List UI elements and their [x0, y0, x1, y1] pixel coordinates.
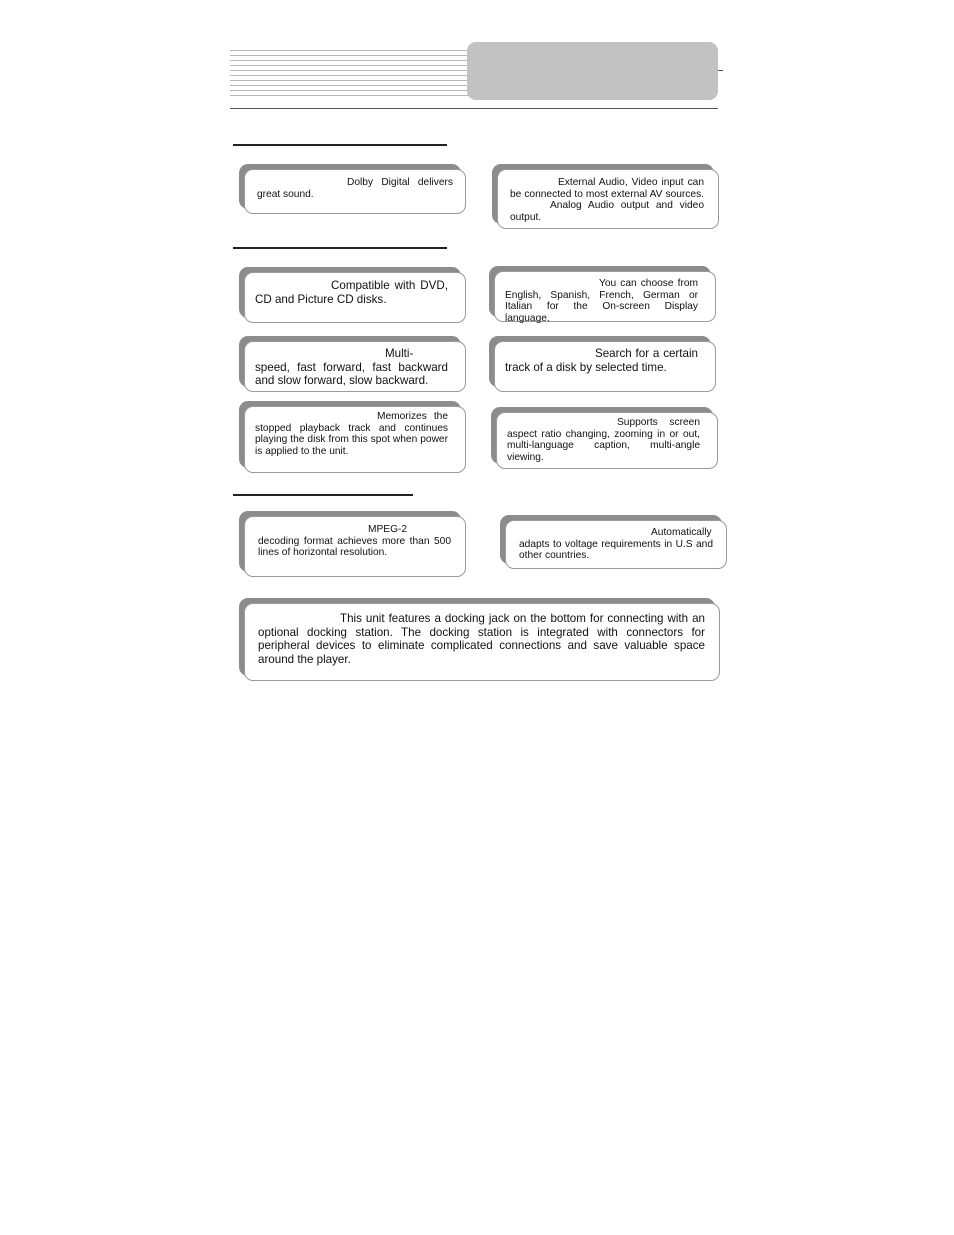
section-rule-video [233, 494, 413, 496]
feature-resume-text: Memorizes the stopped playback track and continues playing the disk from this spot when power is applied to the unit. [255, 411, 448, 458]
feature-box-multi-speed [244, 341, 466, 392]
header-line [230, 65, 470, 66]
header-line [230, 70, 470, 71]
feature-box-osd-language [494, 271, 716, 325]
header-line [230, 95, 470, 96]
header-tick [718, 70, 723, 71]
feature-compatible-text: Compatible with DVD, CD and Picture CD disks. [255, 279, 448, 306]
header-line [230, 75, 470, 76]
feature-box-mpeg2 [244, 516, 466, 577]
header-line [230, 60, 470, 61]
feature-box-docking [244, 603, 720, 681]
feature-docking-text: This unit features a docking jack on the bottom for connecting with an optional docking station. The docking station is integrated with connectors for peripheral devices to eliminate complicated connections and save valuable space around the player. [258, 612, 705, 666]
feature-mpeg2-text: MPEG-2 decoding format achieves more than 500 lines of horizontal resolution. [258, 524, 451, 559]
feature-av-input-text: External Audio, Video input can be connected to most external AV sources. [510, 177, 704, 200]
section-rule-audio [233, 144, 447, 146]
header-tab [467, 42, 718, 100]
header-line [230, 55, 470, 56]
feature-time-search-text: Search for a certain track of a disk by selected time. [505, 347, 698, 374]
feature-box-time-search [494, 341, 716, 392]
feature-box-voltage [505, 520, 727, 569]
header-line [230, 85, 470, 86]
header-line [230, 50, 470, 51]
feature-av-output-text: Analog Audio output and video output. [510, 200, 704, 224]
feature-box-av-input [497, 169, 719, 229]
feature-dolby-text: Dolby Digital delivers great sound. [257, 177, 453, 200]
feature-box-compatible [244, 272, 466, 323]
header-line [230, 90, 470, 91]
section-rule-playback [233, 247, 447, 249]
feature-multi-speed-text: Multi-speed, fast forward, fast backward and slow forward, slow backward. [255, 347, 448, 388]
feature-screen-text: Supports screen aspect ratio changing, zooming in or out, multi-language caption, multi-angle viewing. [507, 417, 700, 464]
page-header [0, 0, 954, 115]
feature-box-dolby [244, 169, 466, 214]
header-rule [230, 108, 718, 109]
header-line [230, 80, 470, 81]
feature-box-resume [244, 406, 466, 473]
feature-box-screen [496, 412, 718, 469]
feature-osd-language-text: You can choose from English, Spanish, French, German or Italian for the On-screen Display language. [505, 278, 698, 325]
feature-voltage-text: Automatically adapts to voltage requirements in U.S and other countries. [519, 527, 713, 562]
